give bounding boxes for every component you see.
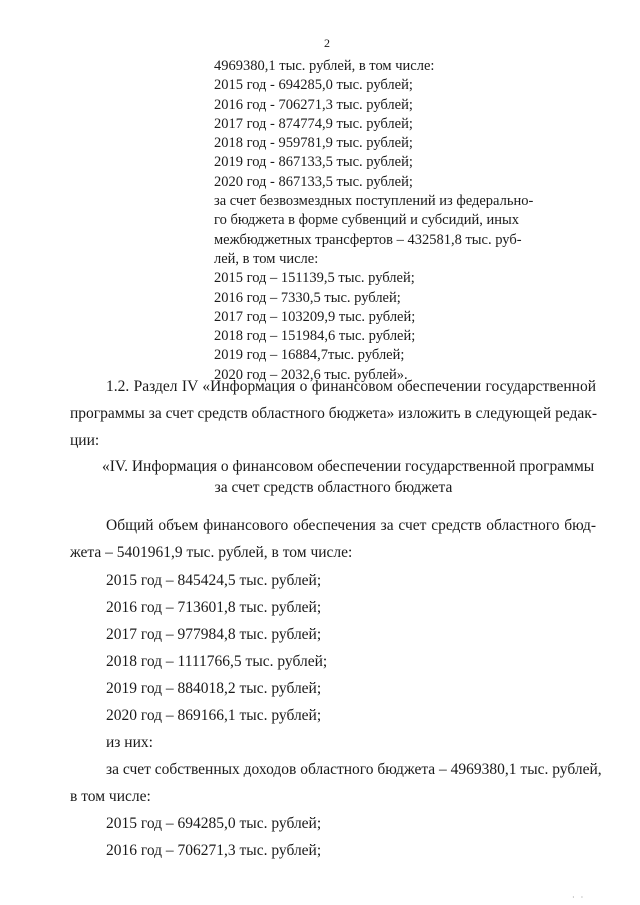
own-revenue-line-2: в том числе: (70, 788, 151, 805)
list-item: лей, в том числе: (214, 250, 319, 267)
list-item: 2016 год – 706271,3 тыс. рублей; (106, 842, 322, 859)
section-heading-line-2: за счет средств областного бюджета (214, 479, 453, 496)
list-item: 2015 год – 151139,5 тыс. рублей; (214, 270, 415, 287)
list-item: 2020 год – 2032,6 тыс. рублей». (214, 366, 408, 383)
list-item: 2017 год – 977984,8 тыс. рублей; (106, 626, 322, 643)
list-item: 2015 год – 845424,5 тыс. рублей; (106, 572, 322, 589)
list-item: 2017 год - 874774,9 тыс. рублей; (214, 115, 413, 132)
list-item: межбюджетных трансфертов – 432581,8 тыс. руб- (214, 231, 522, 248)
own-revenue-line-1: за счет собственных доходов областного бюджета – 4969380,1 тыс. рублей, (106, 761, 602, 778)
total-paragraph-line-2: жета – 5401961,9 тыс. рублей, в том числе: (70, 544, 353, 561)
of-them-label: из них: (106, 734, 153, 751)
continuation-block (214, 57, 533, 385)
total-paragraph-line-1: Общий объем финансового обеспечения за счет средств областного бюд- (106, 517, 596, 534)
list-item: 2020 год – 869166,1 тыс. рублей; (106, 707, 322, 724)
list-item: 2015 год – 694285,0 тыс. рублей; (106, 815, 322, 832)
list-item: 4969380,1 тыс. рублей, в том числе: (214, 58, 435, 74)
list-item: 2018 год – 151984,6 тыс. рублей; (214, 328, 416, 345)
amendment-line-2: программы за счет средств областного бюджета» изложить в следующей редак- (70, 405, 597, 422)
list-item: 2019 год - 867133,5 тыс. рублей; (214, 154, 413, 171)
scan-mark: · · (572, 893, 586, 902)
list-item: 2019 год – 884018,2 тыс. рублей; (106, 680, 322, 697)
list-item: го бюджета в форме субвенций и субсидий, иных (214, 212, 519, 229)
page-number: 2 (324, 36, 330, 50)
list-item: 2019 год – 16884,7тыс. рублей; (214, 347, 405, 364)
list-item: за счет безвозмездных поступлений из федерально- (214, 193, 534, 210)
list-item: 2016 год – 7330,5 тыс. рублей; (214, 289, 401, 306)
section-heading-line-1: «IV. Информация о финансовом обеспечении государственной программы (102, 458, 595, 475)
list-item: 2017 год – 103209,9 тыс. рублей; (214, 308, 416, 325)
list-item: 2020 год - 867133,5 тыс. рублей; (214, 173, 413, 190)
list-item: 2016 год – 713601,8 тыс. рублей; (106, 599, 322, 616)
list-item: 2015 год - 694285,0 тыс. рублей; (214, 77, 413, 94)
list-item: 2016 год - 706271,3 тыс. рублей; (214, 96, 413, 113)
list-item: 2018 год - 959781,9 тыс. рублей; (214, 135, 413, 152)
list-item: 2018 год – 1111766,5 тыс. рублей; (106, 653, 328, 670)
amendment-line-3: ции: (70, 432, 100, 449)
amendment-line-1: 1.2. Раздел IV «Информация о финансовом обеспечении государственной (106, 378, 596, 395)
